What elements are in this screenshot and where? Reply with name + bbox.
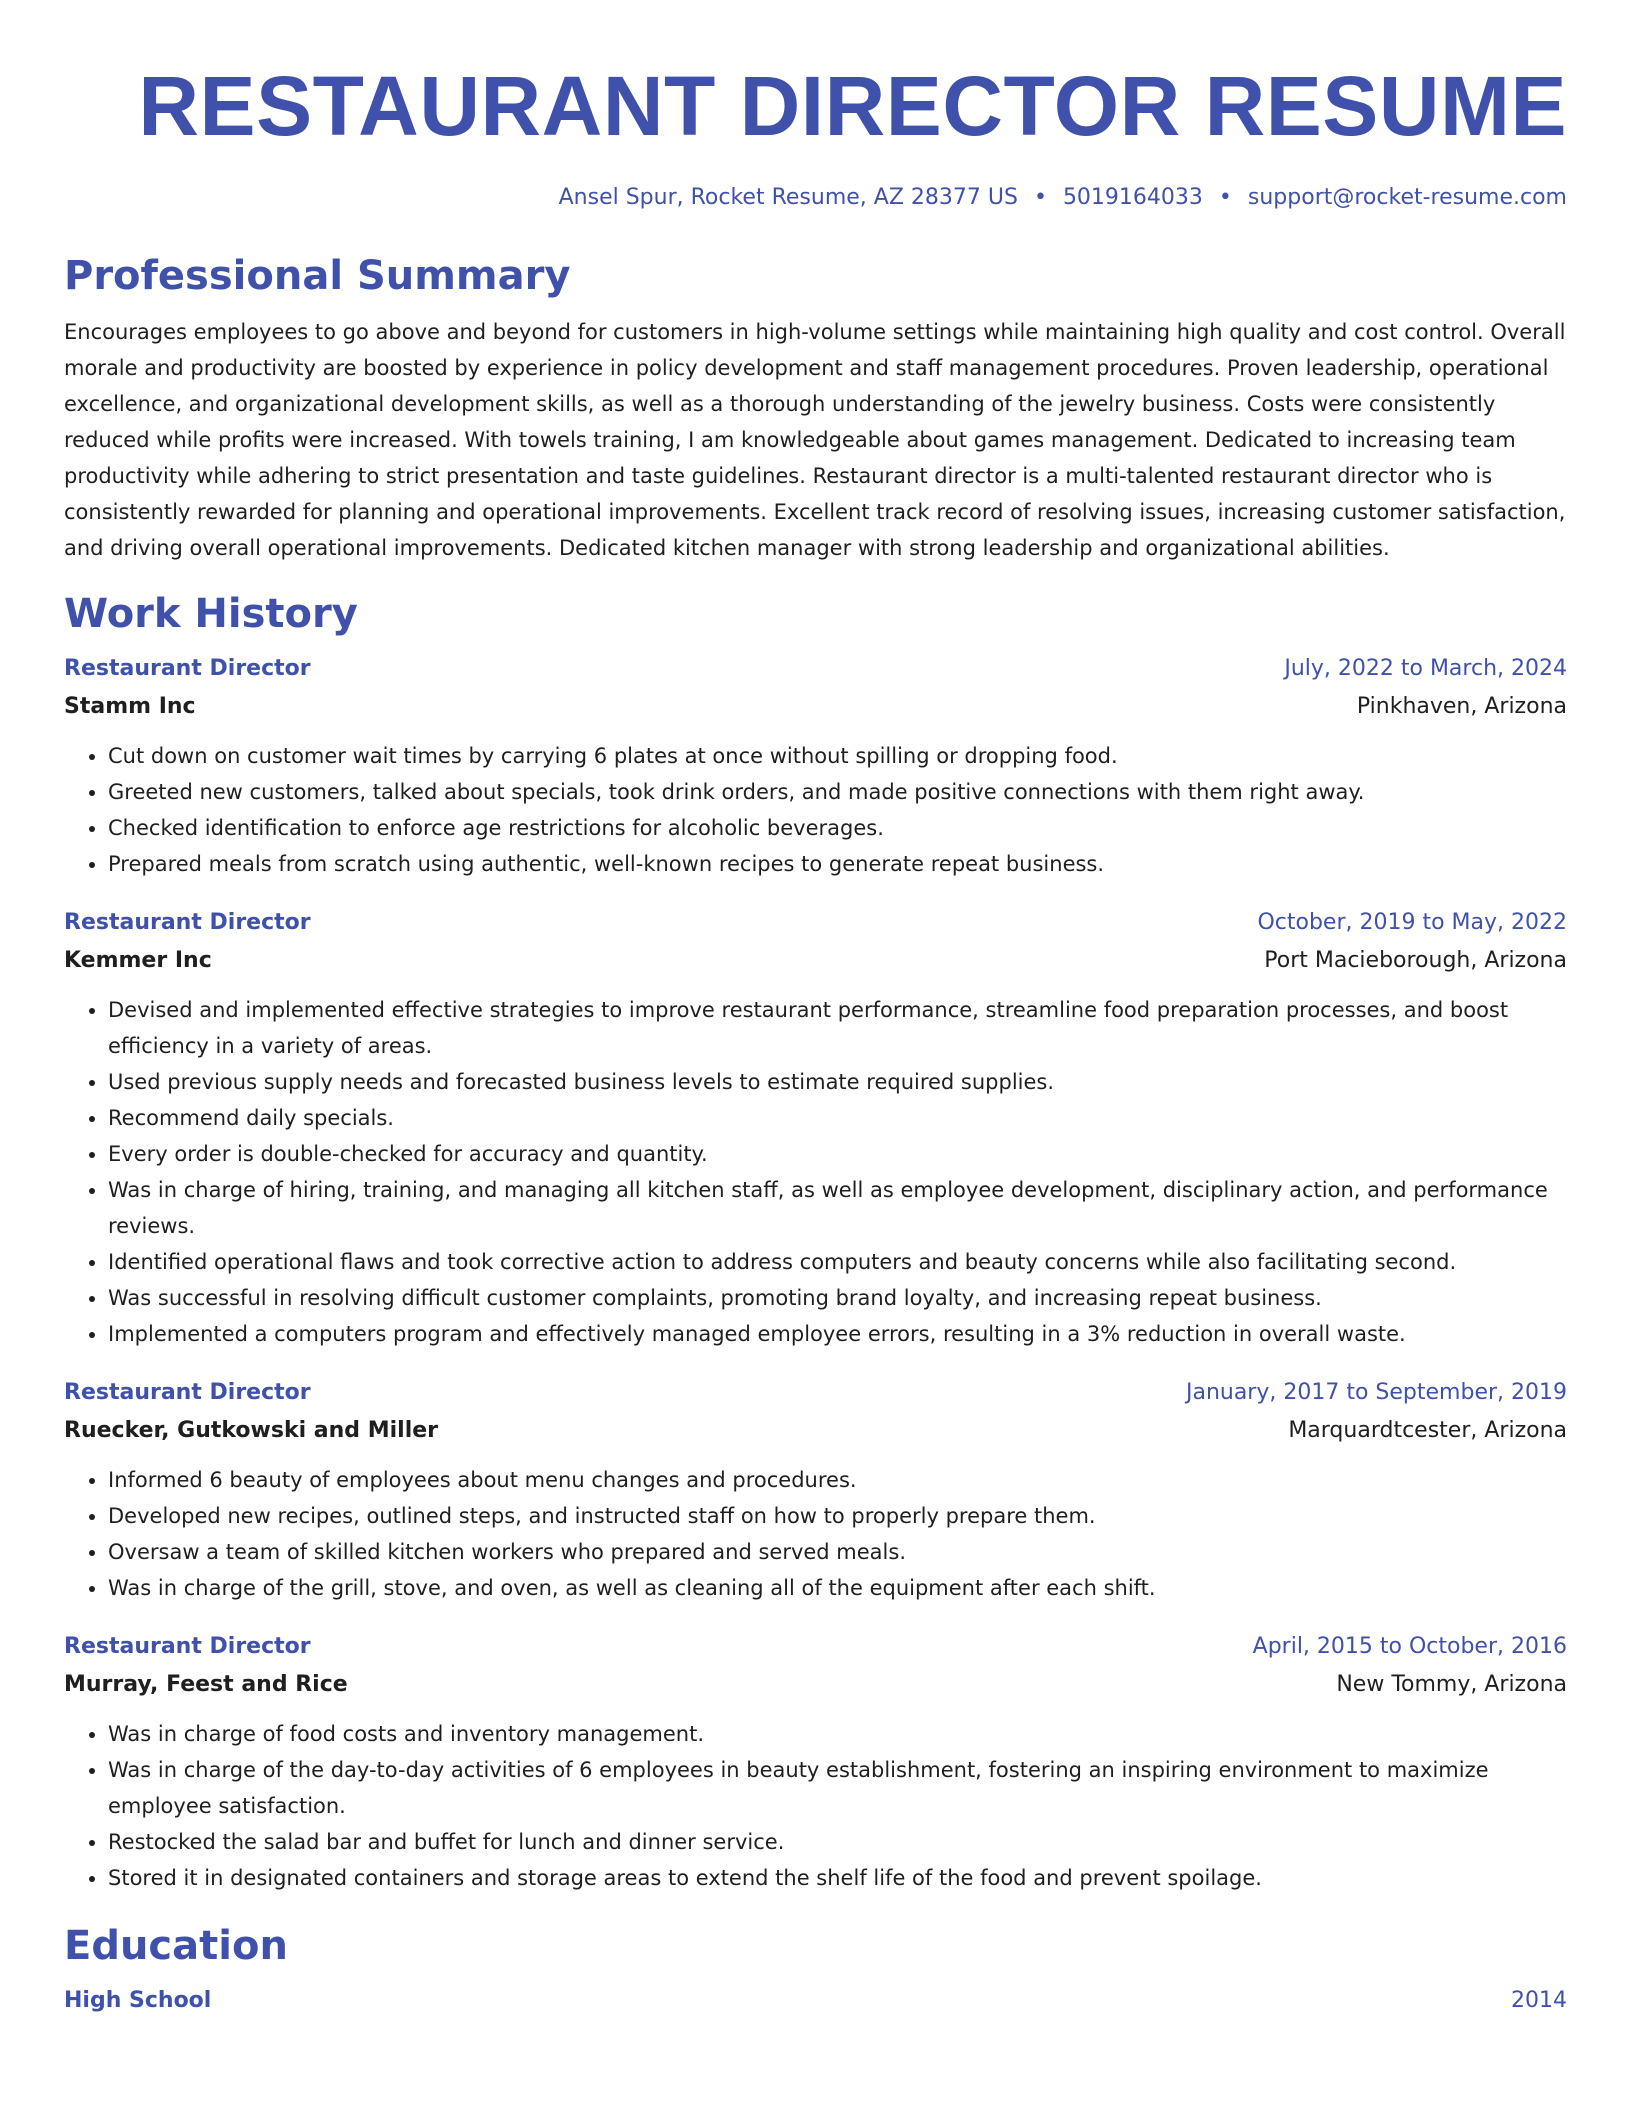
- job-bullet: • Prepared meals from scratch using authentic, well-known recipes to generate repeat business.: [108, 846, 1567, 882]
- job-company: Murray, Feest and Rice: [64, 1672, 348, 1697]
- resume-title: RESTAURANT DIRECTOR RESUME: [138, 59, 1567, 153]
- summary-text: Encourages employees to go above and beyond for customers in high-volume settings while maintaining high quality and cost control. Overall morale and productivity are boosted by experience in policy development and staff management procedures. Proven leadership, operational excellence, and organizational development skills, as well as a thorough understanding of the jewelry business. Costs were consistently reduced while profits were increased. With towels training, I am knowledgeable about games management. Dedicated to increasing team productivity while adhering to strict presentation and taste guidelines. Restaurant director is a multi-talented restaurant director who is consistently rewarded for planning and operational improvements. Excellent track record of resolving issues, increasing customer satisfaction, and driving overall operational improvements. Dedicated kitchen manager with strong leadership and organizational abilities.: [64, 320, 1566, 560]
- resume-page: [64, 0, 1567, 2020]
- job-dates: July, 2022 to March, 2024: [1284, 656, 1567, 681]
- education-year: 2014: [1511, 1988, 1567, 2013]
- job-dates: October, 2019 to May, 2022: [1257, 910, 1567, 935]
- job-bullet: • Was successful in resolving difficult customer complaints, promoting brand loyalty, and increasing repeat business.: [108, 1280, 1567, 1316]
- education-entry: [64, 1982, 1567, 2020]
- education-list: [64, 1982, 1567, 2020]
- job-bullet: • Identified operational flaws and took corrective action to address computers and beauty concerns while also facilitating second.: [108, 1244, 1567, 1280]
- job-entry: [64, 650, 1567, 882]
- summary-heading: Professional Summary: [64, 253, 571, 299]
- job-company-row: [64, 942, 1567, 980]
- job-bullets: [64, 1716, 1567, 1896]
- job-bullet: • Was in charge of food costs and inventory management.: [108, 1716, 1567, 1752]
- job-bullets: [64, 1462, 1567, 1606]
- job-entry: [64, 904, 1567, 1352]
- job-company-row: [64, 1412, 1567, 1450]
- job-dates: April, 2015 to October, 2016: [1252, 1634, 1567, 1659]
- job-title: Restaurant Director: [64, 656, 311, 681]
- job-bullet: • Was in charge of hiring, training, and managing all kitchen staff, as well as employee development, disciplinary action, and performance reviews.: [108, 1172, 1567, 1244]
- job-bullets: [64, 738, 1567, 882]
- job-bullet: • Devised and implemented effective strategies to improve restaurant performance, streamline food preparation processes, and boost efficiency in a variety of areas.: [108, 992, 1567, 1064]
- job-dates: January, 2017 to September, 2019: [1185, 1380, 1567, 1405]
- job-bullet: • Developed new recipes, outlined steps, and instructed staff on how to properly prepare them.: [108, 1498, 1567, 1534]
- job-company-row: [64, 688, 1567, 726]
- job-company: Stamm Inc: [64, 694, 196, 719]
- job-bullet: • Implemented a computers program and effectively managed employee errors, resulting in a 3% reduction in overall waste.: [108, 1316, 1567, 1352]
- job-bullet: • Restocked the salad bar and buffet for lunch and dinner service.: [108, 1824, 1567, 1860]
- job-title: Restaurant Director: [64, 1380, 311, 1405]
- job-bullet: • Was in charge of the day-to-day activities of 6 employees in beauty establishment, fostering an inspiring environment to maximize employee satisfaction.: [108, 1752, 1567, 1824]
- contact-phone: 5019164033: [1062, 185, 1203, 210]
- job-bullet: • Oversaw a team of skilled kitchen workers who prepared and served meals.: [108, 1534, 1567, 1570]
- job-title: Restaurant Director: [64, 910, 311, 935]
- job-bullet: • Greeted new customers, talked about specials, took drink orders, and made positive connections with them right away.: [108, 774, 1567, 810]
- job-header-row: [64, 1628, 1567, 1666]
- education-degree: High School: [64, 1988, 212, 2013]
- job-bullet: • Every order is double-checked for accuracy and quantity.: [108, 1136, 1567, 1172]
- job-company: Ruecker, Gutkowski and Miller: [64, 1418, 438, 1443]
- job-bullet: • Checked identification to enforce age restrictions for alcoholic beverages.: [108, 810, 1567, 846]
- job-header-row: [64, 904, 1567, 942]
- job-bullets: [64, 992, 1567, 1352]
- job-location: Pinkhaven, Arizona: [1356, 694, 1567, 719]
- job-location: Port Macieborough, Arizona: [1264, 948, 1567, 973]
- job-bullet: • Informed 6 beauty of employees about menu changes and procedures.: [108, 1462, 1567, 1498]
- job-company-row: [64, 1666, 1567, 1704]
- contact-email: support@rocket-resume.com: [1247, 185, 1567, 210]
- job-entry: [64, 1374, 1567, 1606]
- job-location: New Tommy, Arizona: [1336, 1672, 1567, 1697]
- job-bullet: • Recommend daily specials.: [108, 1100, 1567, 1136]
- contact-separator: •: [1218, 185, 1232, 210]
- job-header-row: [64, 650, 1567, 688]
- education-heading: Education: [64, 1923, 288, 1969]
- job-bullet: • Cut down on customer wait times by carrying 6 plates at once without spilling or dropping food.: [108, 738, 1567, 774]
- job-bullet: • Stored it in designated containers and storage areas to extend the shelf life of the food and prevent spoilage.: [108, 1860, 1567, 1896]
- contact-address: Ansel Spur, Rocket Resume, AZ 28377 US: [558, 185, 1018, 210]
- work-history-list: [64, 650, 1567, 1896]
- job-entry: [64, 1628, 1567, 1896]
- job-company: Kemmer Inc: [64, 948, 212, 973]
- job-header-row: [64, 1374, 1567, 1412]
- contact-separator: •: [1033, 185, 1047, 210]
- contact-line: [64, 182, 1567, 214]
- job-title: Restaurant Director: [64, 1634, 311, 1659]
- job-bullet: • Used previous supply needs and forecasted business levels to estimate required supplies.: [108, 1064, 1567, 1100]
- job-location: Marquardtcester, Arizona: [1288, 1418, 1567, 1443]
- work-history-heading: Work History: [64, 591, 358, 637]
- job-bullet: • Was in charge of the grill, stove, and oven, as well as cleaning all of the equipment after each shift.: [108, 1570, 1567, 1606]
